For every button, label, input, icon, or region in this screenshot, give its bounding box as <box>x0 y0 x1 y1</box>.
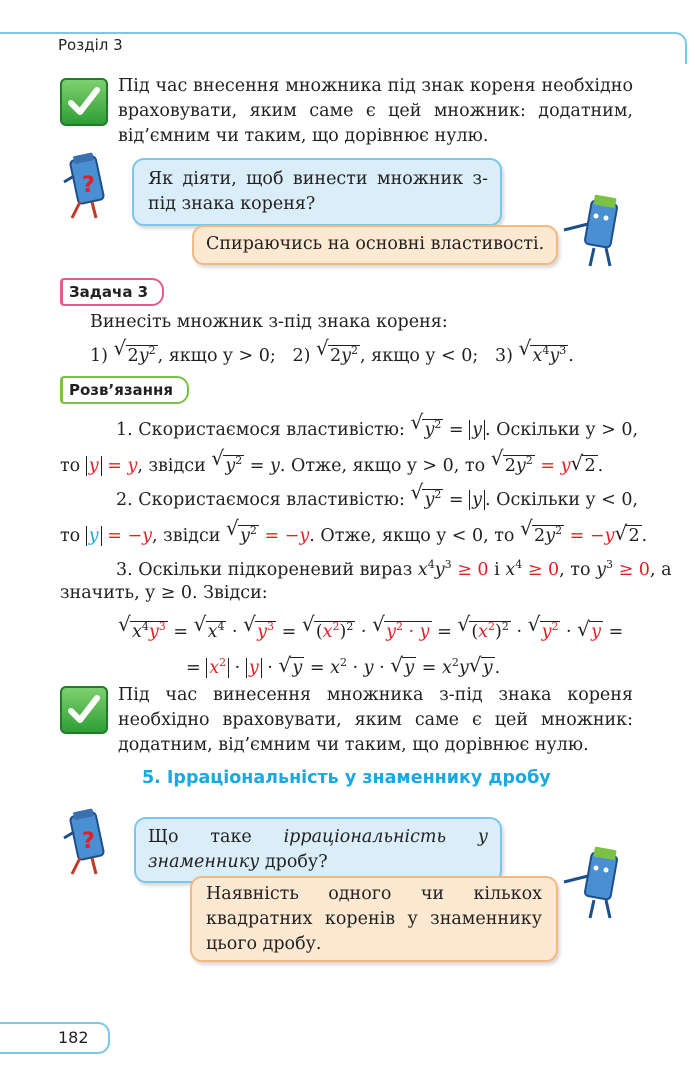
solution-step-3b: значить, y ≥ 0. Звідси: <box>60 583 268 603</box>
step-2-whence: , звідси <box>152 525 221 546</box>
question-2-end: дробу? <box>259 852 328 872</box>
task-item-3-number: 3) <box>494 345 513 366</box>
step-2-to: то <box>60 525 81 546</box>
step-1-whence: , звідси <box>137 455 206 476</box>
question-text-1: Як діяти, щоб винести множник з-під знака кореня? <box>148 169 488 214</box>
answer-bubble-2 <box>190 876 558 962</box>
answer-character-icon <box>560 846 630 924</box>
formula-line-2: = $x^2 \cdot y$ · √ $y = x^2 \cdot y$ · √ $y = x^2y√$ y . <box>186 650 500 681</box>
solution-label: Розв’язання <box>60 376 189 404</box>
question-bubble-1 <box>132 158 502 226</box>
question-2-term: ірраціональність у знаменнику <box>148 827 488 872</box>
step-2-intro: 2. Скористаємося властивістю: <box>116 489 405 510</box>
step-3-and-so: , а <box>649 559 672 580</box>
step-3-and: і <box>494 559 500 580</box>
question-bubble-2 <box>134 817 502 883</box>
step-2-condition: . Оскільки y < 0, <box>485 489 639 510</box>
answer-bubble-1 <box>192 225 558 265</box>
answer-character-icon <box>560 194 630 272</box>
step-1-condition: . Оскільки y > 0, <box>485 419 639 440</box>
question-character-icon <box>60 808 120 880</box>
step-3-then: , то <box>559 559 591 580</box>
step-1-to: то <box>60 455 81 476</box>
task-item-2-condition: , якщо y < 0; <box>360 345 479 366</box>
solution-step-1a: 1. Скористаємося властивістю: √ $y^2 = y$ . Оскільки y > 0, <box>116 412 638 443</box>
step-3-intro: 3. Оскільки підкореневий вираз <box>116 559 413 580</box>
solution-step-1b: то y = y, звідси √ $y^2 = y$. Отже, якщо y > 0, то √ $2y^2 = y√$ 2 . <box>60 448 603 479</box>
question-character-icon <box>60 152 120 224</box>
section-label: Розділ 3 <box>58 36 123 54</box>
checkmark-icon <box>60 78 108 126</box>
svg-text:?: ? <box>82 173 95 198</box>
step-1-conclusion: . Отже, якщо y > 0, то <box>279 455 486 476</box>
page-number-tab <box>0 1022 110 1054</box>
question-2-start: Що таке <box>148 827 284 847</box>
answer-text-1: Спираючись на основні властивості. <box>206 234 545 254</box>
checkmark-icon <box>60 686 108 734</box>
page-number: 182 <box>58 1028 89 1047</box>
task-item-1-condition: , якщо y > 0; <box>157 345 276 366</box>
formula-line-1: √ $x^4y^3$ = √ $x^4$ · √ $y^3$ = √ $(x^2)^2$ · √ $y^2 \cdot y$ = √ $(x^2)^2$ · √ $y^2$ · √ y = <box>118 614 623 645</box>
question-text-2 <box>148 825 488 875</box>
answer-text-2: Наявність одного чи кількох квадратних коренів у знаменнику цього дробу. <box>206 884 542 954</box>
step-1-intro: 1. Скористаємося властивістю: <box>116 419 405 440</box>
task-statement: Винесіть множник з-під знака кореня: <box>90 312 448 332</box>
task-label: Задача 3 <box>60 278 164 306</box>
task-item-1-number: 1) <box>90 345 108 366</box>
solution-step-3a: 3. Оскільки підкореневий вираз $x^4y^3 \ge 0$ і $x^4 \ge 0$, то $y^3 \ge 0$, а <box>116 558 672 580</box>
svg-text:?: ? <box>82 829 95 854</box>
task-items: 1) √ $2y^2$ , якщо y > 0; 2) √ $2y^2$ , якщо y < 0; 3) √ $x^4y^3$ . <box>90 338 574 369</box>
rule-note-2: Під час винесення множника з-під знака кореня необхідно враховувати, яким саме є цей множник: додатним, від’ємним чи таким, що дорівнює нулю. <box>118 685 633 755</box>
solution-step-2b: то y = −y, звідси √ $y^2 = -y$. Отже, якщо y < 0, то √ $2y^2 = -y√$ 2 . <box>60 518 647 549</box>
rule-note-1: Під час внесення множника під знак кореня необхідно враховувати, яким саме є цей множник: додатним, від’ємним чи таким, що дорівнює нулю. <box>118 76 633 146</box>
section-heading: 5. Ірраціональність у знаменнику дробу <box>142 768 551 788</box>
solution-step-2a: 2. Скористаємося властивістю: √ $y^2 = y$ . Оскільки y < 0, <box>116 482 638 513</box>
step-2-conclusion: . Отже, якщо y < 0, то <box>309 525 515 546</box>
task-item-2-number: 2) <box>292 345 311 366</box>
